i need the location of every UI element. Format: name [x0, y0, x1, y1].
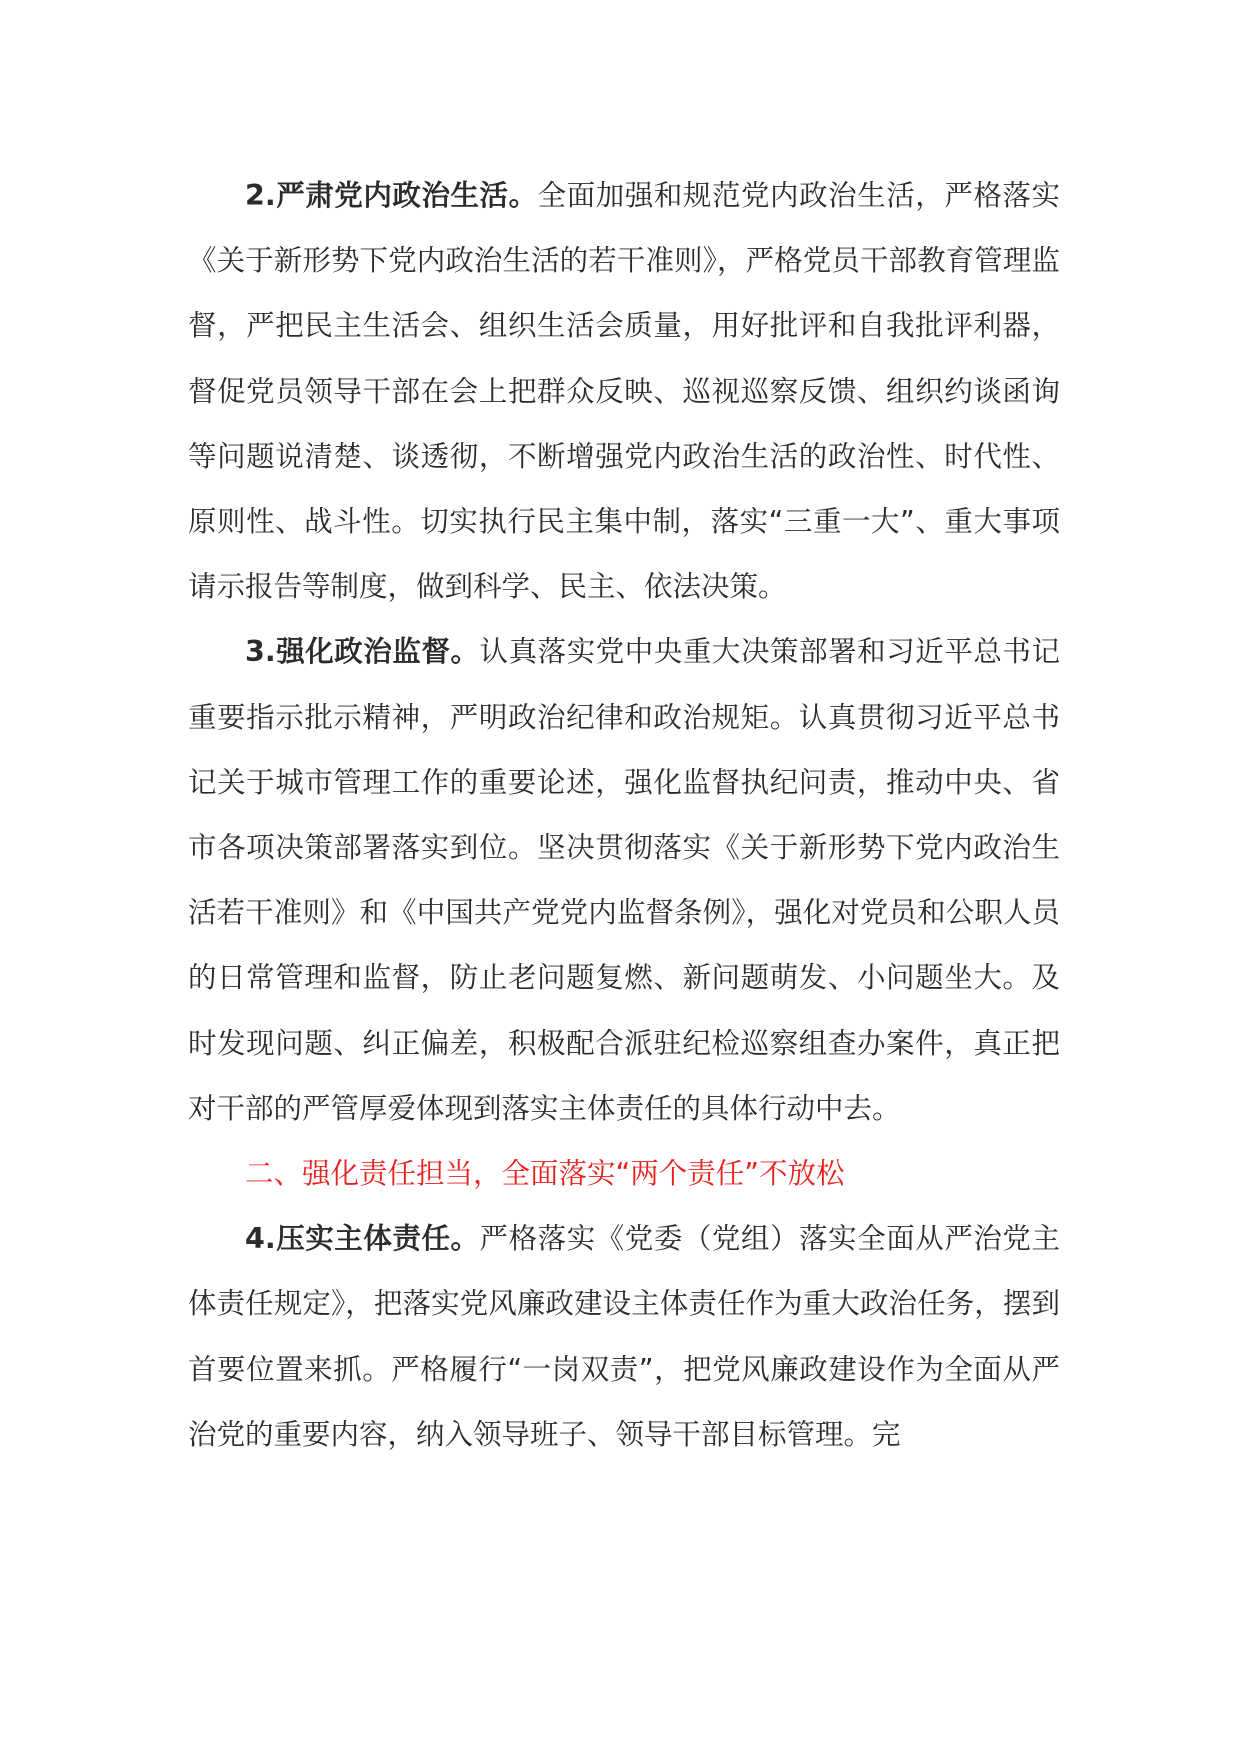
paragraph-political-supervision	[188, 619, 1060, 1141]
paragraph-body: 全面加强和规范党内政治生活，严格落实《关于新形势下党内政治生活的若干准则》，严格党员干部教育管理监督，严把民主生活会、组织生活会质量，用好批评和自我批评利器，督促党员领导干部在会上把群众反映、巡视巡察反馈、组织约谈函询等问题说清楚、谈透彻，不断增强党内政治生活的政治性、时代性、原则性、战斗性。切实执行民主集中制，落实“三重一大”、重大事项请示报告等制度，做到科学、民主、依法决策。	[188, 179, 1060, 604]
paragraph-main-responsibility	[188, 1206, 1060, 1467]
paragraph-body: 严格落实《党委（党组）落实全面从严治党主体责任规定》，把落实党风廉政建设主体责任作为重大政治任务，摆到首要位置来抓。严格履行“一岗双责”，把党风廉政建设作为全面从严治党的重要内容，纳入领导班子、领导干部目标管理。完	[188, 1222, 1060, 1451]
paragraph-lead-title: 2.严肃党内政治生活。	[245, 179, 538, 212]
paragraph-body: 认真落实党中央重大决策部署和习近平总书记重要指示批示精神，严明政治纪律和政治规矩。认真贯彻习近平总书记关于城市管理工作的重要论述，强化监督执纪问责，推动中央、省市各项决策部署落实到位。坚决贯彻落实《关于新形势下党内政治生活若干准则》和《中国共产党党内监督条例》，强化对党员和公职人员的日常管理和监督，防止老问题复燃、新问题萌发、小问题坐大。及时发现问题、纠正偏差，积极配合派驻纪检巡察组查办案件，真正把对干部的严管厚爱体现到落实主体责任的具体行动中去。	[188, 635, 1060, 1125]
paragraph-lead-title: 3.强化政治监督。	[245, 635, 480, 669]
paragraph-lead-title: 4.压实主体责任。	[245, 1222, 480, 1256]
section-heading: 二、强化责任担当，全面落实“两个责任”不放松	[245, 1157, 845, 1191]
document-page	[188, 163, 1060, 1467]
paragraph-political-life	[188, 163, 1060, 619]
